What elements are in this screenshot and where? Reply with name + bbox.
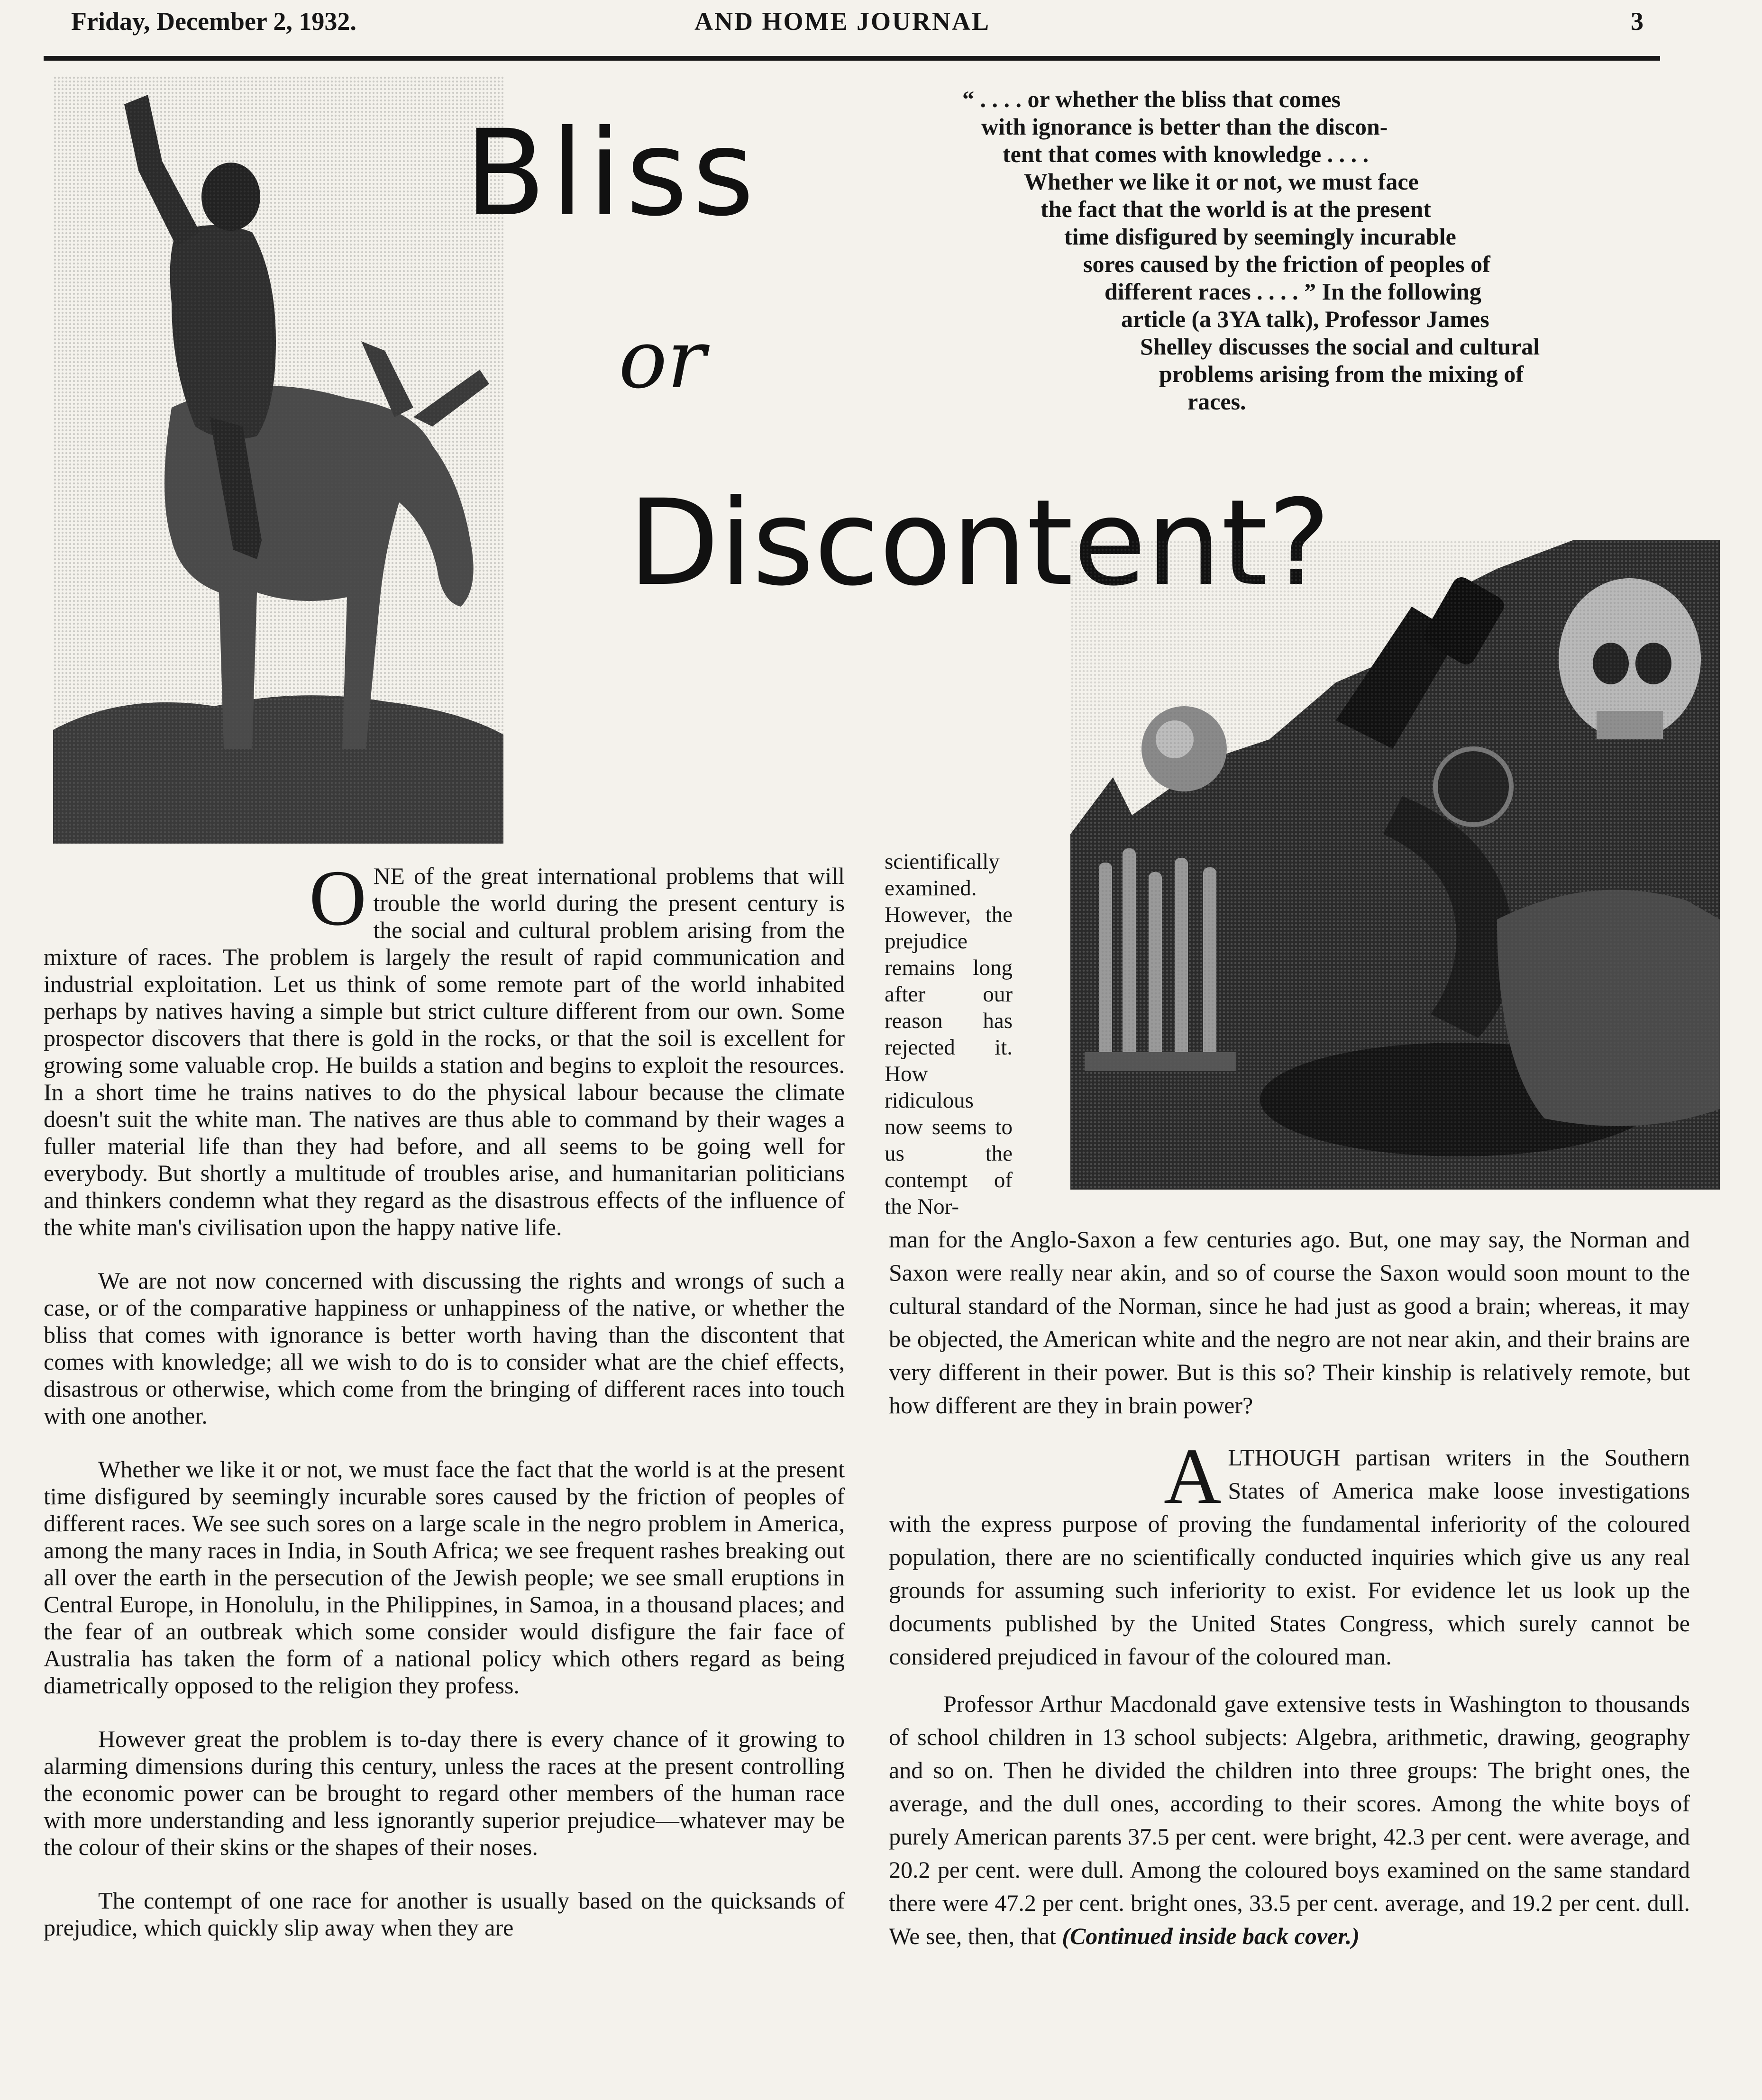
article-paragraph <box>889 1687 1690 1953</box>
dropcap-indent <box>44 863 309 919</box>
intro-line: article (a 3YA talk), Professor James <box>1121 306 1489 332</box>
title-discontent: Discontent? <box>628 474 1331 612</box>
intro-standfirst <box>929 85 1669 415</box>
article-paragraph: However great the problem is to-day there is every chance of it growing to alarming dimensions during this century, unless the races at the present controlling the economic power can be brought to regard other members of the human race with more understanding and less ignorantly superior prejudice—whatever may be the colour of their skins or the shapes of their noses. <box>44 1726 845 1860</box>
intro-line: Whether we like it or not, we must face <box>1024 168 1419 195</box>
boy-on-donkey-photo <box>53 76 503 844</box>
article-column-right <box>889 1223 1690 1967</box>
paragraph-text: Professor Arthur Macdonald gave extensive tests in Washington to thousands of school children in 13 school subjects: Algebra, arithmetic, drawing, geography and so on. Then he divided the children into three groups: The bright ones, the average, and the dull ones, according to their scores. Among the white boys of purely American parents 37.5 per cent. were bright, 42.3 per cent. were average, and 20.2 per cent. were dull. Among the coloured boys examined on the same standard there were 47.2 per cent. bright ones, 33.5 per cent. average, and 19.2 per cent. dull. We see, then, that <box>889 1691 1690 1949</box>
intro-line: tent that comes with knowledge . . . . <box>1003 141 1369 167</box>
intro-line: the fact that the world is at the present <box>1041 196 1431 222</box>
intro-line: time disfigured by seemingly incurable <box>1064 223 1456 250</box>
dropcap-indent <box>889 1441 1164 1498</box>
intro-line: Shelley discusses the social and cultural <box>1140 333 1540 360</box>
title-bliss: Bliss <box>465 104 759 242</box>
issue-date: Friday, December 2, 1932. <box>71 7 356 36</box>
page-number: 3 <box>1631 7 1643 36</box>
header-rule <box>44 56 1660 61</box>
article-paragraph: man for the Anglo-Saxon a few centuries ago. But, one may say, the Norman and Saxon were really near akin, and so of course the Saxon would soon mount to the cultural standard of the Norman, since he had just as good a brain; whereas, it may be objected, the American white and the negro are not near akin, and their brains are very different in their power. But is this so? Their kinship is relatively remote, but how different are they in brain power? <box>889 1226 1690 1418</box>
microscope-skull-photo <box>1070 540 1720 1190</box>
intro-line: with ignorance is better than the discon- <box>981 113 1388 140</box>
article-column-left <box>44 854 845 1968</box>
intro-line: races. <box>1187 388 1246 415</box>
intro-line: “ . . . . or whether the bliss that comes <box>962 86 1341 112</box>
article-paragraph: Whether we like it or not, we must face the fact that the world is at the present time disfigured by seemingly incurable sores caused by the friction of peoples of different races. We see such sores on a large scale in the negro problem in America, among the many races in India, in South Africa; we see frequent rashes breaking out all over the earth in the persecution of the Jewish people; we see small eruptions in Central Europe, in Honolulu, in the Philippines, in Samoa, in a thousand places; and the fear of an outbreak which some consider would disfigure the fair face of Australia has taken the form of a national policy which others regard as being diametrically opposed to the religion they profess. <box>44 1456 845 1699</box>
article-paragraph <box>889 1432 1690 1673</box>
intro-line: problems arising from the mixing of <box>1159 361 1524 387</box>
article-paragraph: The contempt of one race for another is usually based on the quicksands of prejudice, which quickly slip away when they are <box>44 1887 845 1941</box>
title-or: or <box>619 313 706 407</box>
article-paragraph: We are not now concerned with discussing the rights and wrongs of such a case, or of the comparative happiness or unhappiness of the native, or whether the bliss that comes with ignorance is better worth having than the discontent that comes with knowledge; all we wish to do is to consider what are the chief effects, disastrous or otherwise, which come from the bringing of different races into touch with one another. <box>44 1267 845 1429</box>
narrow-column-text: scientifically examined. However, the prejudice remains long after our reason has rejected it. How ridiculous now seems to us the contempt of the Nor- <box>885 849 1013 1219</box>
intro-line: different races . . . . ” In the following <box>1105 278 1481 305</box>
publication-name: AND HOME JOURNAL <box>694 7 990 36</box>
dropcap-a: A <box>1164 1432 1222 1520</box>
dropcap-o: O <box>309 854 367 942</box>
continued-note: (Continued inside back cover.) <box>1062 1923 1360 1949</box>
paragraph-text: NE of the great international problems that will trouble the world during the present century is the social and cultural problem arising from the mixture of races. The problem is largely the result of rapid communication and industrial exploitation. Let us think of some remote part of the world inhabited perhaps by natives having a simple but strict culture different from our own. Some prospector discovers that there is gold in the rocks, or that the soil is excellent for growing some valuable crop. He builds a station and begins to exploit the resources. In a short time he trains natives to do the physical labour because the climate doesn't suit the white man. The natives are thus able to command by their wages a fuller material life than they had before, and all seems to be going well for everybody. But shortly a multitude of troubles arise, and humanitarian politicians and thinkers condemn what they regard as the disastrous effects of the influence of the white man's civilisation upon the happy native life. <box>44 863 845 1240</box>
intro-line: sores caused by the friction of peoples of <box>1083 251 1490 277</box>
article-paragraph <box>44 854 845 1241</box>
paragraph-text: LTHOUGH partisan writers in the Southern States of America make loose investigations with the express purpose of proving the fundamental inferiority of the coloured population, there are no scientifically conducted inquiries which give us any real grounds for assuming such inferiority to exist. For evidence let us look up the documents published by the United States Congress, which surely cannot be considered prejudiced in favour of the coloured man. <box>889 1444 1690 1670</box>
